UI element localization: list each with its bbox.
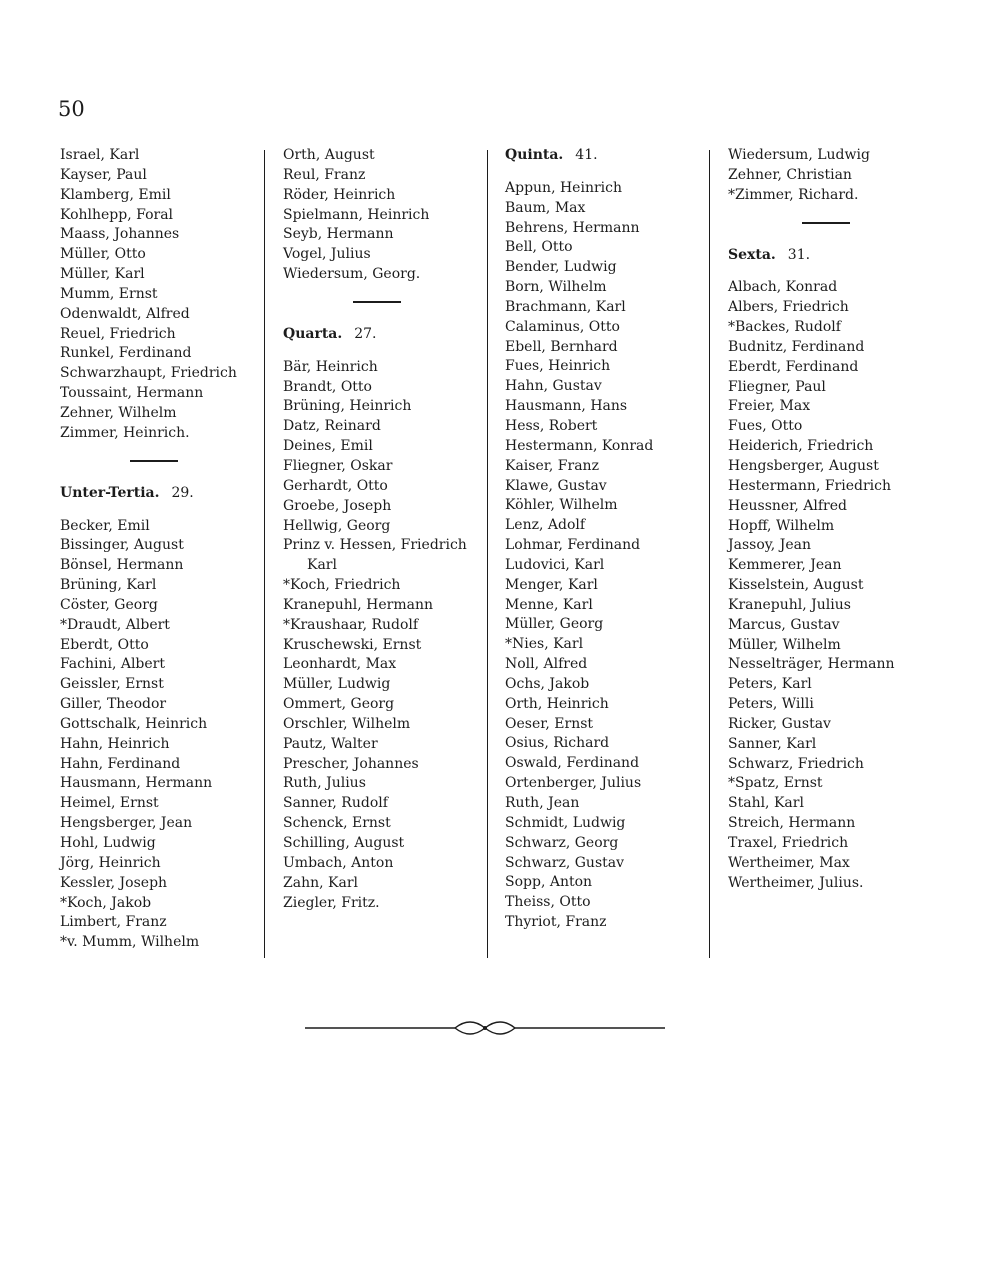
student-name: Eberdt, Ferdinand [728,358,859,375]
student-name: Müller, Wilhelm [728,636,841,653]
student-name: Limbert, Franz [60,914,167,931]
student-name: Brachmann, Karl [505,298,626,315]
student-name: Wiedersum, Ludwig [728,147,870,163]
student-name: *Kraushaar, Rudolf [283,616,419,633]
student-name: Röder, Heinrich [283,186,396,203]
student-name: Klamberg, Emil [60,186,171,203]
student-name: Hopff, Wilhelm [728,517,835,534]
student-name: Noll, Alfred [505,656,588,673]
student-name: Runkel, Ferdinand [60,345,192,362]
class-name: Quarta. [283,325,343,342]
student-name: Albers, Friedrich [728,299,849,316]
column-3 [505,146,695,933]
student-name: Ruth, Julius [283,775,366,792]
student-count: 29. [171,484,194,501]
student-name: Calaminus, Otto [505,318,620,335]
student-name: Leonhardt, Max [283,656,397,673]
student-count: 31. [787,246,811,263]
student-name: Ochs, Jakob [505,675,590,692]
student-name: Pautz, Walter [283,735,378,752]
section-heading [728,246,923,266]
student-name: *Koch, Friedrich [283,577,401,594]
student-name: Jassoy, Jean [728,537,811,554]
student-name: Baum, Max [505,199,586,216]
student-name: Geissler, Ernst [60,676,164,693]
column-divider [487,150,488,958]
student-name: Sanner, Rudolf [283,795,388,812]
student-name: Schwarzhaupt, Friedrich [60,365,237,382]
student-name: Schmidt, Ludwig [505,814,626,831]
student-name: Heussner, Alfred [728,497,847,514]
student-name: Orschler, Wilhelm [283,715,411,732]
student-name: Menger, Karl [505,576,598,593]
student-name: Schwarz, Friedrich [728,755,864,772]
student-name: Fliegner, Paul [728,378,826,395]
section-heading [60,484,250,504]
student-name: Ricker, Gustav [728,715,831,732]
student-name: Menne, Karl [505,596,593,613]
student-name: Kessler, Joseph [60,874,168,891]
student-name: Brandt, Otto [283,378,372,395]
student-name: Fues, Otto [728,418,803,435]
student-name: Kaiser, Franz [505,457,599,474]
student-name: Odenwaldt, Alfred [60,305,190,322]
student-name: Behrens, Hermann [505,219,640,236]
student-name: Ludovici, Karl [505,556,605,573]
student-name: Eberdt, Otto [60,636,149,653]
student-count: 41. [575,147,598,163]
student-name: Fues, Heinrich [505,358,611,375]
column-1 [60,146,250,953]
student-name: Thyriot, Franz [505,914,607,931]
student-name: *Koch, Jakob [60,894,152,911]
student-name: *v. Mumm, Wilhelm [60,934,200,951]
separator-rule [130,460,178,462]
student-name: Müller, Otto [60,246,146,263]
student-name: Reuel, Friedrich [60,325,176,342]
student-name: Traxel, Friedrich [728,835,849,851]
student-name: Freier, Max [728,398,811,415]
student-name: Marcus, Gustav [728,616,840,633]
page-number: 50 [58,97,85,121]
student-name: Wiedersum, Georg. [283,266,421,283]
student-name: Cöster, Georg [60,596,158,613]
student-name: Becker, Emil [60,517,150,534]
student-name: Kranepuhl, Hermann [283,596,434,613]
student-name: Schilling, August [283,835,405,851]
student-name: Hestermann, Konrad [505,437,654,454]
student-name: Heiderich, Friedrich [728,438,874,455]
student-name: Ommert, Georg [283,696,395,713]
student-name: Hahn, Ferdinand [60,755,181,772]
column-2 [283,146,473,913]
class-name: Unter-Tertia. [60,484,160,501]
section-separator [283,285,473,325]
student-name: Bissinger, August [60,537,184,554]
student-name: Bönsel, Hermann [60,557,184,574]
student-name: Stahl, Karl [728,795,804,812]
student-name: Kranepuhl, Julius [728,596,851,613]
student-name: Orth, August [283,147,375,163]
section-heading [283,325,473,345]
student-name: Giller, Theodor [60,696,167,713]
student-name: Peters, Karl [728,676,812,693]
student-name: Hess, Robert [505,417,598,434]
student-name: Schenck, Ernst [283,815,391,832]
student-name: Müller, Georg [505,616,604,633]
column-4 [728,146,923,894]
student-name: Heimel, Ernst [60,795,159,812]
student-name: Seyb, Hermann [283,226,394,243]
section-separator [728,206,923,246]
student-name: Oswald, Ferdinand [505,755,640,772]
student-name: Sanner, Karl [728,735,817,752]
student-name: Hausmann, Hermann [60,775,213,792]
student-name: Bell, Otto [505,239,573,256]
student-name: *Spatz, Ernst [728,775,823,792]
student-name: Oeser, Ernst [505,715,594,732]
student-name: *Nies, Karl [505,636,584,653]
student-name: Hestermann, Friedrich [728,477,891,494]
student-name: Klawe, Gustav [505,477,607,494]
student-name: Karl [307,557,337,574]
student-name: Fachini, Albert [60,656,165,673]
student-name: Ortenberger, Julius [505,775,642,792]
student-name: Sopp, Anton [505,874,593,891]
student-name: Hengsberger, Jean [60,815,193,832]
student-name: *Zimmer, Richard. [728,186,859,203]
student-name: Lenz, Adolf [505,517,586,534]
student-name: Jörg, Heinrich [60,854,161,871]
student-name: Gottschalk, Heinrich [60,715,208,732]
student-name: Reul, Franz [283,166,366,183]
student-name: Fliegner, Oskar [283,457,393,474]
student-name: Ziegler, Fritz. [283,894,380,911]
student-name: Peters, Willi [728,696,814,713]
student-name: Hellwig, Georg [283,517,391,534]
column-divider [709,150,710,958]
student-name: Gerhardt, Otto [283,477,388,494]
student-name: Bender, Ludwig [505,259,617,276]
student-name: Spielmann, Heinrich [283,206,430,223]
student-name: Prescher, Johannes [283,755,419,772]
student-name: Appun, Heinrich [505,179,622,196]
student-name: Kohlhepp, Foral [60,206,174,223]
column-divider [264,150,265,958]
student-name: Köhler, Wilhelm [505,497,618,514]
student-name: Zahn, Karl [283,874,358,891]
student-name: Hengsberger, August [728,457,879,474]
student-name: Schwarz, Georg [505,834,619,851]
student-name: Schwarz, Gustav [505,854,625,871]
student-name: Kayser, Paul [60,166,147,183]
student-name: Nesselträger, Hermann [728,656,895,673]
student-name: Ruth, Jean [505,795,580,811]
student-name: Groebe, Joseph [283,497,392,514]
student-name: Hahn, Heinrich [60,735,170,752]
student-name: Prinz v. Hessen, Friedrich [283,537,467,554]
student-name: Deines, Emil [283,438,373,455]
separator-rule [353,301,401,303]
student-name: Kruschewski, Ernst [283,636,422,653]
student-name: Wertheimer, Max [728,854,850,871]
student-name: Osius, Richard [505,735,610,752]
student-name: *Backes, Rudolf [728,319,841,336]
student-name: Zehner, Wilhelm [60,404,177,421]
student-name: Datz, Reinard [283,418,381,435]
student-name: Streich, Hermann [728,815,856,832]
student-name: Albach, Konrad [728,279,838,296]
section-heading [505,146,695,166]
student-name: Umbach, Anton [283,854,394,871]
student-name: Wertheimer, Julius. [728,874,864,891]
student-name: Zimmer, Heinrich. [60,424,190,441]
student-name: Müller, Ludwig [283,676,391,693]
student-name: Brüning, Karl [60,577,157,594]
student-name: Hausmann, Hans [505,398,628,415]
student-name: Theiss, Otto [505,894,591,911]
section-separator [60,444,250,484]
student-name: Kisselstein, August [728,577,864,594]
student-name: Hohl, Ludwig [60,835,156,851]
student-name: Brüning, Heinrich [283,398,412,415]
student-name: Bär, Heinrich [283,358,378,375]
student-name: Lohmar, Ferdinand [505,537,641,554]
student-name: Müller, Karl [60,266,145,283]
separator-rule [802,222,850,224]
student-name: Budnitz, Ferdinand [728,338,865,355]
student-count: 27. [354,325,377,342]
class-name: Sexta. [728,246,776,263]
student-name: Ebell, Bernhard [505,338,618,355]
student-name: Vogel, Julius [283,246,371,263]
end-ornament [305,1020,665,1036]
student-name: Zehner, Christian [728,166,852,183]
student-name: Israel, Karl [60,147,140,163]
class-name: Quinta. [505,147,564,163]
student-name: Maass, Johannes [60,226,180,243]
student-name: Kemmerer, Jean [728,557,842,574]
student-name: Mumm, Ernst [60,285,158,302]
student-name: Orth, Heinrich [505,695,609,712]
student-name: Toussaint, Hermann [60,385,204,402]
student-name: Hahn, Gustav [505,378,602,395]
student-name: Born, Wilhelm [505,279,607,296]
student-name: *Draudt, Albert [60,616,170,633]
